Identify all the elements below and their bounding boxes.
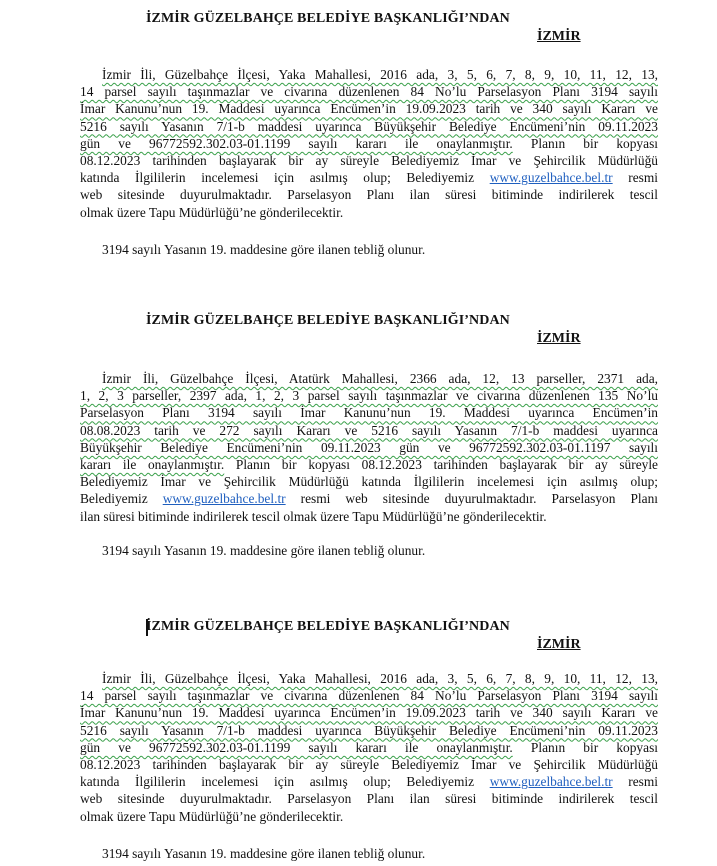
body-line: 5216 sayılı Yasanın 7/1-b maddesi uyarınca Büyükşehir Belediye Encümeni’nin 09.11.2023 (80, 118, 658, 134)
website-link[interactable]: www.guzelbahce.bel.tr (489, 774, 613, 790)
body-text: Planın bir kopyası 08.12.2023 tarihinden başlayarak bir ay süreyle (224, 456, 658, 472)
body-line: gün ve 96772592.302.03-01.1199 sayılı kararı ile onaylanmıştır. (80, 135, 513, 151)
notice-closing: 3194 sayılı Yasanın 19. maddesine göre ilanen tebliğ olunur. (102, 846, 426, 861)
notice-title: İZMİR GÜZELBAHÇE BELEDİYE BAŞKANLIĞI’NDAN (146, 313, 510, 328)
body-text: katında İlgililerin incelemesi için asılmış olup; Belediyemiz (80, 170, 490, 186)
body-line: İmar Kanunu’nun 19. Maddesi uyarınca Encümen’in 19.09.2023 tarih ve 340 sayılı Kararı ve (80, 101, 658, 117)
notice-closing: 3194 sayılı Yasanın 19. maddesine göre ilanen tebliğ olunur. (102, 543, 426, 558)
notice-city: İZMİR (537, 331, 581, 346)
body-text: Planın bir kopyası (512, 739, 658, 755)
body-line: Büyükşehir Belediye Encümeni’nin 09.11.2023 gün ve 96772592.302.03-01.1197 sayılı (80, 439, 658, 455)
notice-body (80, 670, 658, 825)
notice-body (80, 370, 658, 525)
body-text: web sitesinde duyurulmaktadır. Parselasyon Planı ilan süresi bitiminde indirilerek tescil (80, 187, 658, 203)
website-link[interactable]: www.guzelbahce.bel.tr (162, 491, 286, 507)
notice-closing: 3194 sayılı Yasanın 19. maddesine göre ilanen tebliğ olunur. (102, 242, 426, 257)
body-text: Belediyemiz (80, 491, 163, 507)
body-text: olmak üzere Tapu Müdürlüğü’ne gönderilecektir. (80, 808, 344, 824)
body-line: 1, 2, 3 parseller, 2397 ada, 1, 2, 3 parsel sayılı taşınmazlar ve civarına düzenlenen 135 No’lu (80, 388, 658, 404)
notice-title: İZMİR GÜZELBAHÇE BELEDİYE BAŞKANLIĞI’NDAN (146, 11, 510, 26)
body-line: İmar Kanunu’nun 19. Maddesi uyarınca Encümen’in 19.09.2023 tarih ve 340 sayılı Kararı ve (80, 705, 658, 721)
notice-city: İZMİR (537, 29, 581, 44)
body-text: 08.12.2023 tarihinden başlayarak bir ay süreyle Belediyemiz İmar ve Şehircilik Müdürlüğü (80, 152, 658, 168)
body-line: İzmir İli, Güzelbahçe İlçesi, Yaka Mahallesi, 2016 ada, 3, 5, 6, 7, 8, 9, 10, 11, 12, 13, (102, 67, 658, 82)
body-text: Belediyemiz İmar ve Şehircilik Müdürlüğü katında İlgililerin incelemesi için asılmış olup; (80, 474, 658, 490)
notice-city: İZMİR (537, 637, 581, 652)
body-text: web sitesinde duyurulmaktadır. Parselasyon Planı ilan süresi bitiminde indirilerek tescil (80, 791, 658, 807)
body-text: olmak üzere Tapu Müdürlüğü’ne gönderilecektir. (80, 204, 344, 220)
body-line: 14 parsel sayılı taşınmazlar ve civarına düzenlenen 84 No’lu Parselasyon Planı 3194 sayılı (80, 688, 658, 704)
body-text: Planın bir kopyası (512, 135, 658, 151)
body-line: İzmir İli, Güzelbahçe İlçesi, Atatürk Mahallesi, 2366 ada, 12, 13 parseller, 2371 ada, (102, 371, 658, 386)
website-link[interactable]: www.guzelbahce.bel.tr (489, 170, 613, 186)
body-text: katında İlgililerin incelemesi için asılmış olup; Belediyemiz (80, 774, 490, 790)
body-text: resmi (612, 170, 658, 186)
body-line: Parselasyon Planı 3194 sayılı İmar Kanunu’nun 19. Maddesi uyarınca Encümen’in (80, 405, 658, 421)
body-text: 08.12.2023 tarihinden başlayarak bir ay süreyle Belediyemiz İmar ve Şehircilik Müdürlüğü (80, 756, 658, 772)
body-line: kararı ile onaylanmıştır. (80, 456, 225, 472)
body-line: 08.08.2023 tarih ve 272 sayılı Kararı ve 5216 sayılı Yasanın 7/1-b maddesi uyarınca (80, 422, 658, 438)
body-line: İzmir İli, Güzelbahçe İlçesi, Yaka Mahallesi, 2016 ada, 3, 5, 6, 7, 8, 9, 10, 11, 12, 13, (102, 671, 658, 686)
body-text: ilan süresi bitiminde indirilerek tescil olmak üzere Tapu Müdürlüğü’ne gönderilecektir. (80, 508, 547, 524)
notice-body (80, 66, 658, 221)
body-line: gün ve 96772592.302.03-01.1199 sayılı kararı ile onaylanmıştır. (80, 739, 513, 755)
body-text: resmi (612, 774, 658, 790)
notice-title: İZMİR GÜZELBAHÇE BELEDİYE BAŞKANLIĞI’NDAN (146, 619, 510, 634)
body-line: 14 parsel sayılı taşınmazlar ve civarına düzenlenen 84 No’lu Parselasyon Planı 3194 sayılı (80, 84, 658, 100)
body-text: resmi web sitesinde duyurulmaktadır. Parselasyon Planı (285, 491, 658, 507)
body-line: 5216 sayılı Yasanın 7/1-b maddesi uyarınca Büyükşehir Belediye Encümeni’nin 09.11.2023 (80, 722, 658, 738)
